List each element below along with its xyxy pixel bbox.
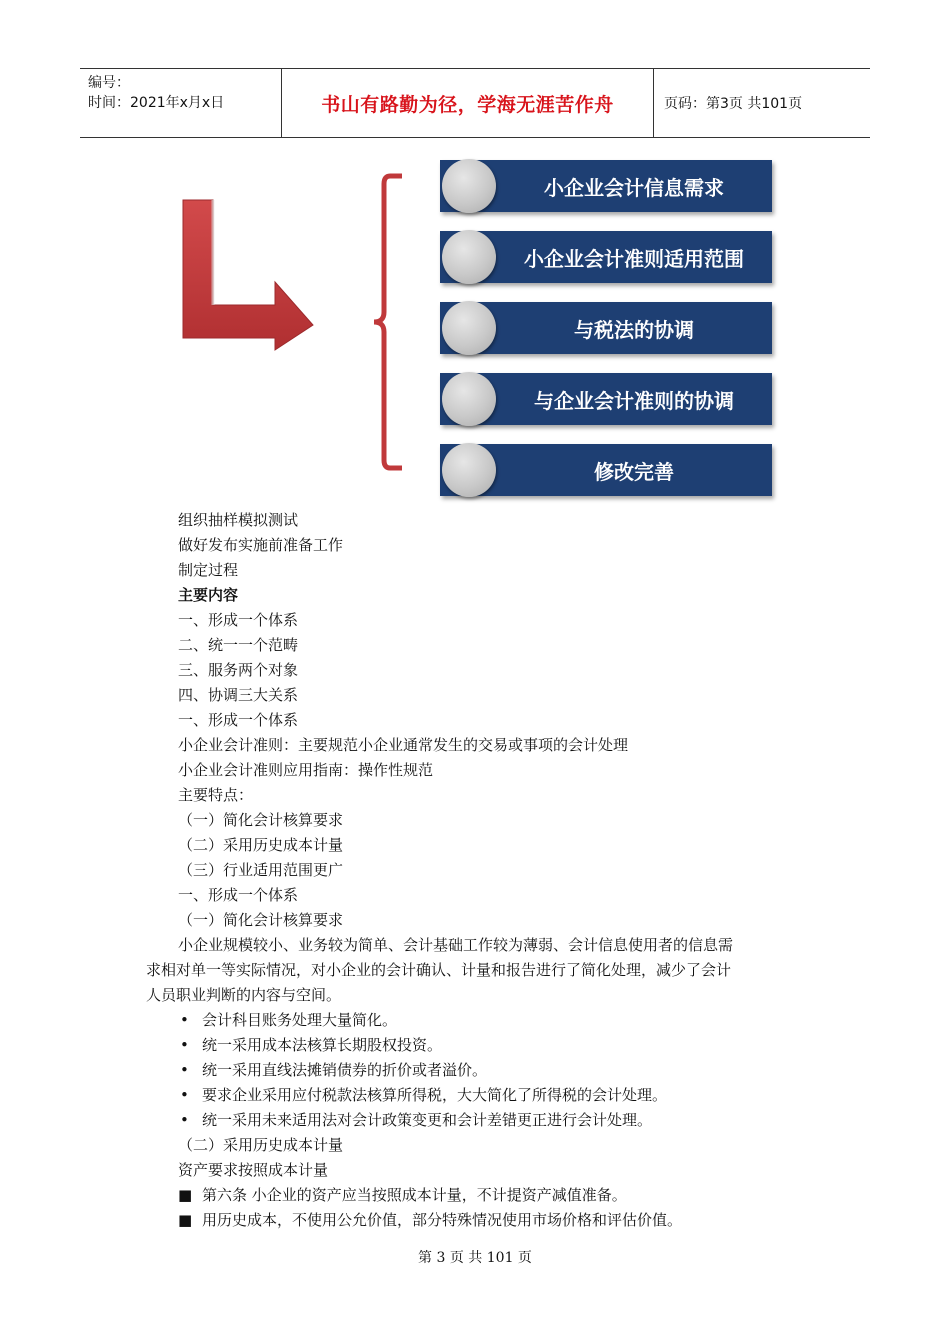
header-date: 时间：2021年x月x日 — [88, 95, 225, 111]
turn-arrow-icon — [175, 190, 320, 355]
bullet-item: • 统一采用未来适用法对会计政策变更和会计差错更正进行会计处理。 — [180, 1111, 653, 1129]
header-meta — [80, 69, 282, 137]
circle-icon — [442, 230, 496, 284]
text-line: 四、协调三大关系 — [178, 686, 299, 704]
bullet-item: • 要求企业采用应付税款法核算所得税，大大简化了所得税的会计处理。 — [180, 1086, 668, 1104]
bullet-icon: • — [180, 1061, 189, 1079]
text-line: （一）简化会计核算要求 — [178, 811, 344, 829]
text-line: 一、形成一个体系 — [178, 611, 299, 629]
text-line: 三、服务两个对象 — [178, 661, 299, 679]
header-number: 编号： — [88, 75, 130, 91]
bullet-icon: • — [180, 1011, 189, 1029]
text-line: 一、形成一个体系 — [178, 711, 299, 729]
bullet-icon: • — [180, 1036, 189, 1054]
text-line: 组织抽样模拟测试 — [178, 511, 299, 529]
flow-diagram — [175, 160, 785, 505]
diagram-item: 小企业会计信息需求 — [440, 160, 772, 212]
bullet-item: • 统一采用直线法摊销债券的折价或者溢价。 — [180, 1061, 488, 1079]
diagram-item: 小企业会计准则适用范围 — [440, 231, 772, 283]
diagram-item: 与企业会计准则的协调 — [440, 373, 772, 425]
circle-icon — [442, 443, 496, 497]
section-heading: 主要内容 — [178, 586, 239, 604]
text-line: 资产要求按照成本计量 — [178, 1161, 329, 1179]
bullet-icon: • — [180, 1086, 189, 1104]
circle-icon — [442, 301, 496, 355]
circle-icon — [442, 159, 496, 213]
paragraph-line: 小企业规模较小、业务较为简单、会计基础工作较为薄弱、会计信息使用者的信息需 — [178, 936, 734, 954]
text-line: 制定过程 — [178, 561, 239, 579]
diagram-item: 修改完善 — [440, 444, 772, 496]
text-line: 二、统一一个范畴 — [178, 636, 299, 654]
square-item: ■ 第六条 小企业的资产应当按照成本计量，不计提资产减值准备。 — [178, 1186, 627, 1204]
square-bullet-icon: ■ — [178, 1211, 193, 1229]
text-line: 一、形成一个体系 — [178, 886, 299, 904]
header-motto: 书山有路勤为径，学海无涯苦作舟 — [282, 69, 654, 137]
text-line: 小企业会计准则：主要规范小企业通常发生的交易或事项的会计处理 — [178, 736, 629, 754]
text-line: （二）采用历史成本计量 — [178, 836, 344, 854]
bullet-item: • 会计科目账务处理大量简化。 — [180, 1011, 398, 1029]
bracket-icon — [370, 172, 410, 472]
text-line: （三）行业适用范围更广 — [178, 861, 344, 879]
paragraph-line: 求相对单一等实际情况，对小企业的会计确认、计量和报告进行了简化处理，减少了会计 — [146, 961, 732, 979]
circle-icon — [442, 372, 496, 426]
diagram-item: 与税法的协调 — [440, 302, 772, 354]
bullet-icon: • — [180, 1111, 189, 1129]
square-bullet-icon: ■ — [178, 1186, 193, 1204]
square-item: ■ 用历史成本，不使用公允价值，部分特殊情况使用市场价格和评估价值。 — [178, 1211, 683, 1229]
paragraph-line: 人员职业判断的内容与空间。 — [146, 986, 342, 1004]
text-line: 小企业会计准则应用指南：操作性规范 — [178, 761, 434, 779]
page-footer: 第 3 页 共 101 页 — [418, 1250, 532, 1266]
bullet-item: • 统一采用成本法核算长期股权投资。 — [180, 1036, 443, 1054]
text-line: 做好发布实施前准备工作 — [178, 536, 344, 554]
header-page: 页码：第3页 共101页 — [664, 96, 803, 112]
text-line: 主要特点： — [178, 786, 254, 804]
page-header — [80, 68, 870, 138]
text-line: （二）采用历史成本计量 — [178, 1136, 344, 1154]
text-line: （一）简化会计核算要求 — [178, 911, 344, 929]
